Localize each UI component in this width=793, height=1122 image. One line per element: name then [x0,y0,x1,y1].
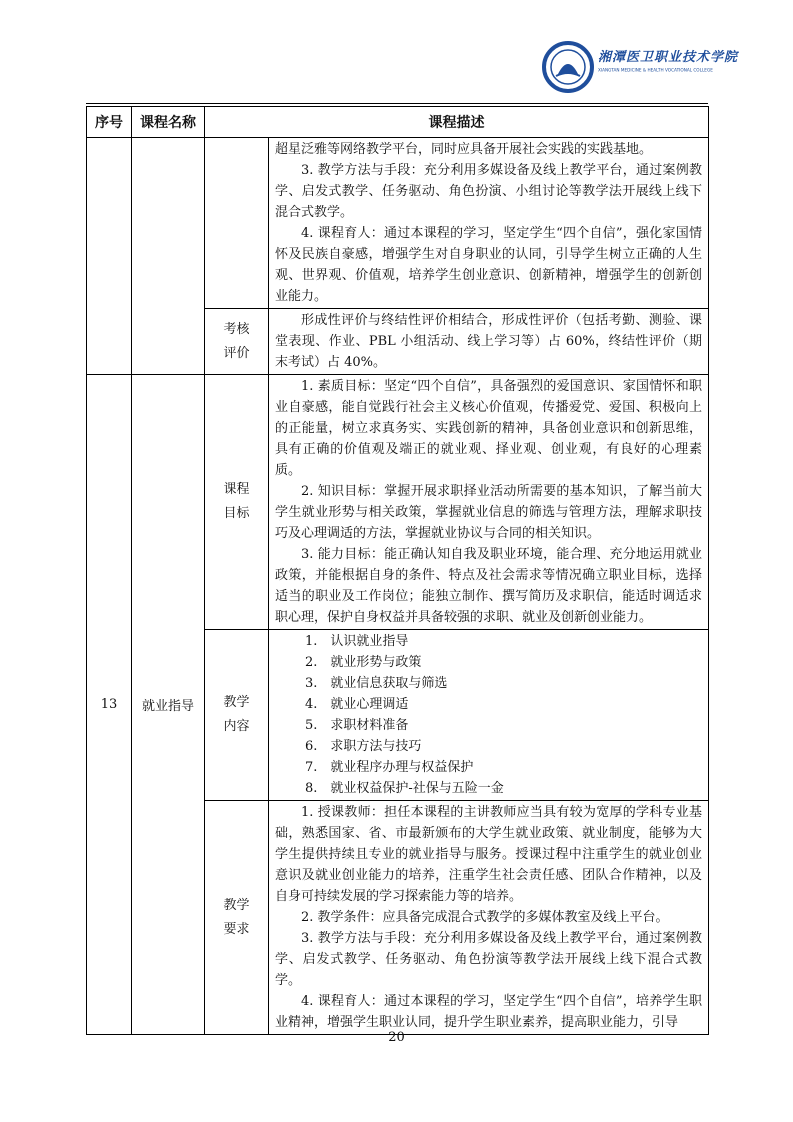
paragraph: 1. 授课教师：担任本课程的主讲教师应当具有较为宽厚的学科专业基础，熟悉国家、省、市最新颁布的大学生就业政策、就业制度，能够为大学生提供持续且专业的就业指导与服务。授课过程中注重学生的就业创业意识及就业创业能力的培养，注重学生社会责任感、团队合作精神，以及自身可持续发展的学习探索能力等的培养。 [275,805,702,904]
list-item: 3. 就业信息获取与筛选 [305,676,448,691]
table-row [87,138,709,309]
list-item: 7. 就业程序办理与权益保护 [305,760,474,775]
content-label [205,630,269,801]
prev-no-cell [87,138,132,375]
college-name-english: XIANGTAN MEDICINE & HEALTH VOCATIONAL COLLEGE [598,68,713,73]
course-name: 就业指导 [132,375,205,1035]
assessment-label [205,309,269,375]
college-name-logotype: 湘潭医卫职业技术学院 [598,50,739,65]
college-emblem-icon [540,34,739,100]
course-table [86,106,709,1035]
table-row [87,375,709,630]
header-name: 课程名称 [132,107,205,138]
goals-desc [269,375,709,630]
list-item: 2. 就业形势与政策 [305,655,422,670]
content-label-text: 教学内容 [223,695,250,734]
prev-method-desc [269,138,709,309]
prev-method-label-cell [205,138,269,309]
header-desc: 课程描述 [205,107,709,138]
page-number: 20 [388,1030,405,1045]
paragraph: 4. 课程育人：通过本课程的学习，坚定学生“四个自信”，培养学生职业精神，增强学生职业认同，提升学生职业素养，提高职业能力，引导 [275,994,702,1030]
paragraph: 3. 教学方法与手段：充分利用多媒设备及线上教学平台，通过案例教学、启发式教学、任务驱动、角色扮演等教学法开展线上线下混合式教学。 [275,931,702,988]
requirements-label-text: 教学要求 [223,897,250,937]
assessment-label-text: 考核评价 [223,321,250,361]
prev-name-cell [132,138,205,375]
header-no: 序号 [87,107,132,138]
college-logo [540,34,739,100]
table-header-row [87,107,709,138]
paragraph: 形成性评价与终结性评价相结合，形成性评价（包括考勤、测验、课堂表现、作业、PBL 小组活动、线上学习等）占 60%，终结性评价（期末考试）占 40%。 [275,313,702,370]
paragraph: 4. 课程育人：通过本课程的学习，坚定学生“四个自信”，强化家国情怀及民族自豪感，增强学生对自身职业的认同，引导学生树立正确的人生观、世界观、价值观，培养学生创业意识、创新精神，增强学生的创新创业能力。 [275,226,702,304]
requirements-label [205,801,269,1035]
requirements-desc [269,801,709,1035]
goals-label-text: 课程目标 [223,482,250,521]
paragraph: 3. 能力目标：能正确认知自我及职业环境，能合理、充分地运用就业政策，并能根据自身的条件、特点及社会需求等情况确立职业目标，选择适当的职业及工作岗位；能独立制作、撰写简历及求职信，能适时调适求职心理，保护自身权益并具备较强的求职、就业及创新创业能力。 [275,547,702,625]
list-item: 4. 就业心理调适 [305,697,409,712]
list-item: 5. 求职材料准备 [305,718,409,733]
paragraph: 超星泛雅等网络教学平台，同时应具备开展社会实践的实践基地。 [275,142,653,157]
paragraph: 3. 教学方法与手段：充分利用多媒设备及线上教学平台，通过案例教学、启发式教学、任务驱动、角色扮演、小组讨论等教学法开展线上线下混合式教学。 [275,163,702,220]
list-item: 1. 认识就业指导 [305,634,409,649]
paragraph: 1. 素质目标：坚定“四个自信”，具备强烈的爱国意识、家国情怀和职业自豪感，能自觉践行社会主义核心价值观，传播爱党、爱国、积极向上的正能量，树立求真务实、实践创新的精神，具备创业意识和创新思维，具有正确的价值观及端正的就业观、择业观、创业观，有良好的心理素质。 [275,379,702,478]
assessment-desc [269,309,709,375]
goals-label [205,375,269,630]
list-item: 6. 求职方法与技巧 [305,739,422,754]
course-no: 13 [87,375,132,1035]
paragraph: 2. 知识目标：掌握开展求职择业活动所需要的基本知识，了解当前大学生就业形势与相关政策，掌握就业信息的筛选与管理方法，理解求职技巧及心理调适的方法，掌握就业协议与合同的相关知识。 [275,484,702,541]
content-desc [269,630,709,801]
header-rule [86,103,708,104]
list-item: 8. 就业权益保护-社保与五险一金 [305,781,504,796]
paragraph: 2. 教学条件：应具备完成混合式教学的多媒体教室及线上平台。 [301,910,669,925]
